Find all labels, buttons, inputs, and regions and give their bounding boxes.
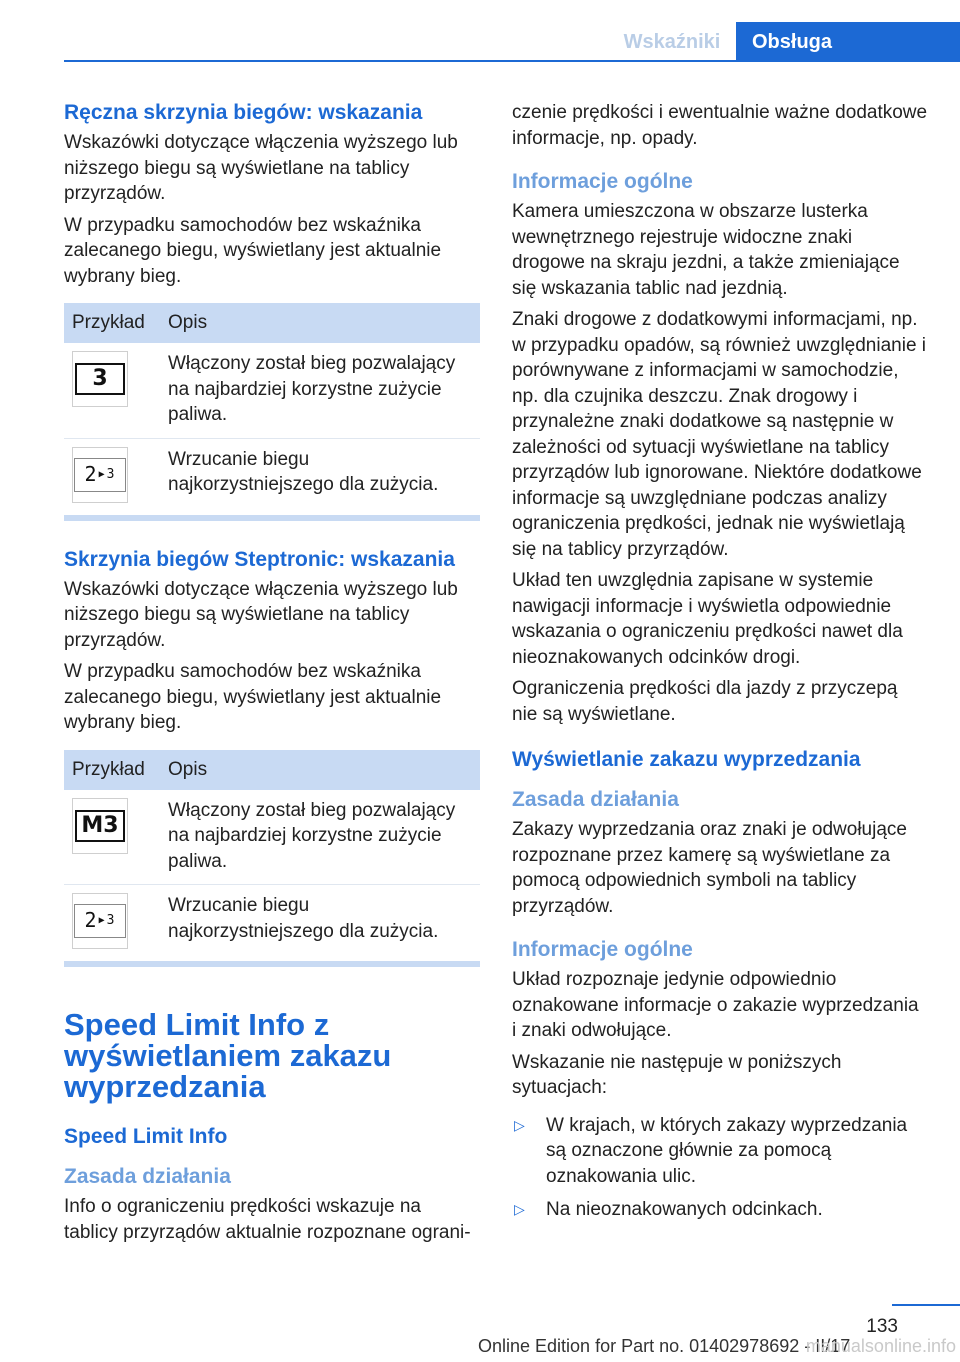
paragraph: Wskazówki dotyczące włączenia wyższego lub niższego biegu są wyświetlane na tablicy przyrządów. [64,132,458,204]
overtake-section-title: Wyświetlanie zakazu wyprzedzania [512,748,861,771]
list-item: ▷ Na nieoznakowanych odcinkach. [512,1197,928,1223]
paragraph: W przypadku samochodów bez wskaźnika zalecanego biegu, wyświetlany jest aktualnie wybrany bieg. [64,661,442,733]
gear-m3-icon: M3 [72,798,128,854]
chapter-title: Speed Limit Info z wyświetlaniem zakazu wyprzedzania [64,1007,392,1104]
shift-up-icon: 2 ▶ 3 [72,893,128,949]
row-description: Włączony został bieg pozwalający na najbardziej korzystne zużycie paliwa. [160,790,480,885]
paragraph: czenie prędkości i ewentualnie ważne dodatkowe informacje, np. opady. [512,102,928,149]
paragraph: Układ ten uwzględnia zapisane w systemie nawigacji informacje i wyświetla odpowiednie wskazania o ograniczeniu prędkości nawet dla nieoznakowanych odcinków drogi. [512,570,903,668]
gear-table-steptronic [64,750,480,960]
paragraph: W przypadku samochodów bez wskaźnika zalecanego biegu, wyświetlany jest aktualnie wybrany bieg. [64,214,442,287]
bullet-triangle-icon: ▷ [514,1116,525,1133]
paragraph: Zakazy wyprzedzania oraz znaki je odwołujące rozpoznane przez kamerę są wyświetlane za pomocą odpowiednich symboli na tablicy przyrządów. [512,819,907,917]
table-row [64,343,480,438]
paragraph: Kamera umieszczona w obszarze lusterka wewnętrznego rejestruje widoczne znaki drogowe na skraju jezdni, a także zmieniające się wskazania tablic nad jezdnią. [512,201,900,299]
footer-rule [892,1304,960,1306]
tab-obsluga[interactable]: Obsługa [736,22,960,60]
section-title-steptronic: Skrzynia biegów Steptronic: wskazania [64,547,455,571]
bullet-list [512,1113,928,1223]
table-row [64,790,480,885]
tab-wskazniki[interactable]: Wskaźniki [623,31,721,53]
page-number: 133 [866,1316,898,1337]
general-info-title: Informacje ogólne [512,938,693,961]
general-info-title: Informacje ogólne [512,170,693,193]
table-row [64,438,480,513]
paragraph: Wskazanie nie następuje w poniższych sytuacjach: [512,1051,842,1098]
row-description: Wrzucanie biegu najkorzystniejszego dla zużycia. [168,895,439,942]
list-item: ▷ W krajach, w których zakazy wyprzedzania są oznaczone głównie za pomocą oznakowania ulic. [514,1114,908,1187]
paragraph: Znaki drogowe z dodatkowymi informacjami, np. w przypadku opadów, są również uwzględnianie i porównywane z informacjami w samochodzie, np. dla czujnika deszczu. Znak drogowy i przynależne znaki dodatkowe są następnie w zależności od sytuacji wyświetlane na tablicy przyrządów lub ignorowane. Niektóre dodatkowe informacje są uwzględniane podczas analizy ograniczenia prędkości, jednak nie wyświetlają się na tablicy przyrządów. [512,309,927,560]
watermark: manualsonline.info [805,1336,956,1356]
left-column [64,100,480,1251]
paragraph: Wskazówki dotyczące włączenia wyższego lub niższego biegu są wyświetlane na tablicy przyrządów. [64,578,458,651]
edition-footer: Online Edition for Part no. 01402978692 - II/17 [478,1336,851,1356]
paragraph: Układ rozpoznaje jedynie odpowiednio oznakowane informacje o zakazie wyprzedzania i znaki odwołujące. [512,969,919,1041]
gear-3-icon: 3 [72,351,128,407]
principle-title: Zasada działania [512,788,679,811]
row-description: Włączony został bieg pozwalający na najbardziej korzystne zużycie paliwa. [160,343,480,438]
table-row [64,885,480,960]
shift-up-icon: 2 ▶ 3 [72,447,128,503]
right-column [512,100,928,1231]
column-header-example: Przykład [64,303,160,343]
row-description: Wrzucanie biegu najkorzystniejszego dla zużycia. [168,448,439,495]
bullet-triangle-icon: ▷ [514,1201,525,1217]
paragraph: Info o ograniczeniu prędkości wskazuje na tablicy przyrządów aktualnie rozpoznane ograni- [64,1196,471,1243]
column-header-example: Przykład [64,750,160,790]
subsection-title: Speed Limit Info [64,1125,228,1148]
header-rule [64,60,960,62]
gear-table-manual [64,303,480,513]
column-header-description: Opis [160,750,480,790]
section-title-manual-gearbox: Ręczna skrzynia biegów: wskazania [64,101,423,124]
paragraph: Ograniczenia prędkości dla jazdy z przyczepą nie są wyświetlane. [512,678,898,725]
principle-title: Zasada działania [64,1165,231,1188]
column-header-description: Opis [160,303,480,343]
